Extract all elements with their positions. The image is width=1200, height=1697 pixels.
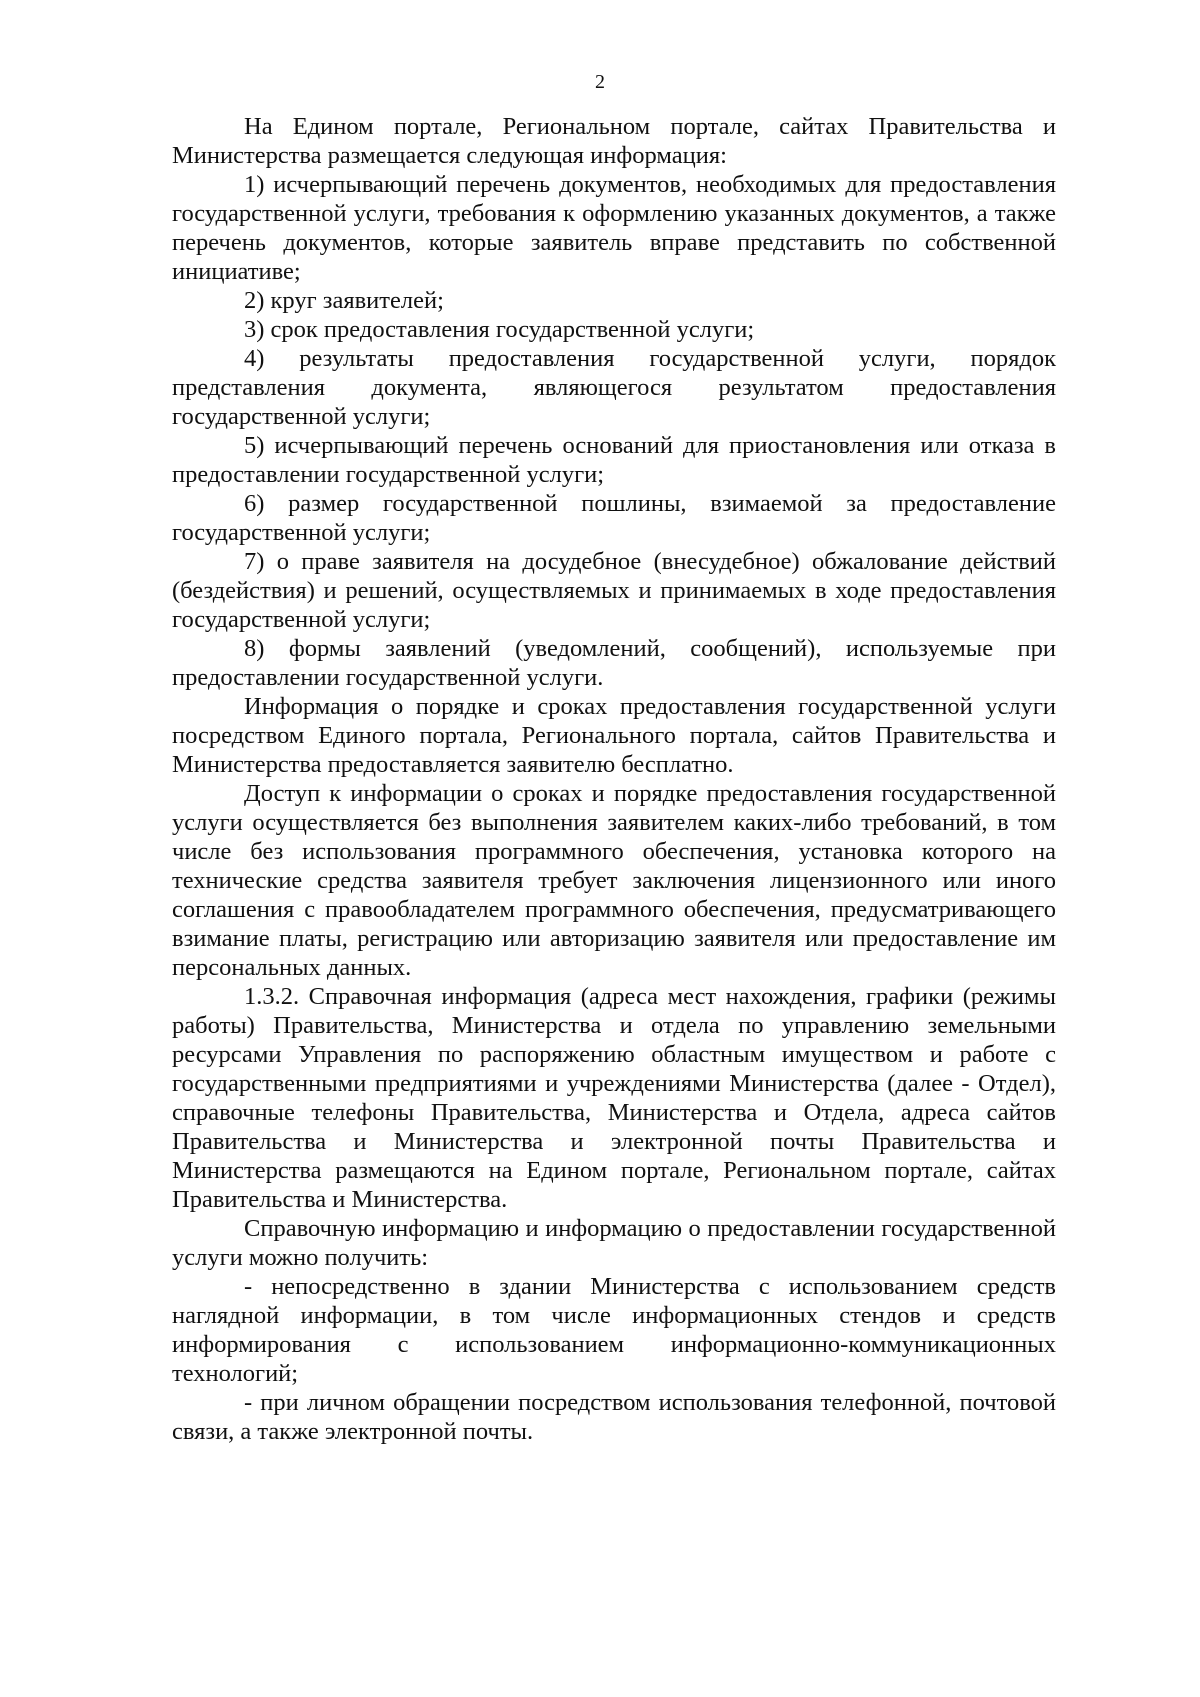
list-item-2: 2) круг заявителей; (244, 287, 444, 314)
list-item-6: 6) размер государственной пошлины, взимаемой за предоставление государственной услуги; (172, 490, 1056, 546)
bullet-item-personal: - при личном обращении посредством использования телефонной, почтовой связи, а также электронной почты. (172, 1389, 1056, 1445)
list-item-4: 4) результаты предоставления государственной услуги, порядок представления документа, являющегося результатом предоставления государственной услуги; (172, 345, 1056, 430)
list-item-3: 3) срок предоставления государственной услуги; (244, 316, 755, 343)
section-1-3-2: 1.3.2. Справочная информация (адреса мест нахождения, графики (режимы работы) Правительства, Министерства и отдела по управлению земельными ресурсами Управления по распоряжению областным имуществом и работе с государственными предприятиями и учреждениями Министерства (далее - Отдел), справочные телефоны Правительства, Министерства и Отдела, адреса сайтов Правительства и Министерства и электронной почты Правительства и Министерства размещаются на Едином портале, Региональном портале, сайтах Правительства и Министерства. (172, 983, 1056, 1213)
paragraph-reference-info: Справочную информацию и информацию о предоставлении государственной услуги можно получить: (172, 1215, 1056, 1271)
page-number: 2 (595, 71, 605, 93)
bullet-item-building: - непосредственно в здании Министерства с использованием средств наглядной информации, в том числе информационных стендов и средств информирования с использованием информационно-коммуникационных технологий; (172, 1273, 1056, 1387)
list-item-5: 5) исчерпывающий перечень оснований для приостановления или отказа в предоставлении государственной услуги; (172, 432, 1056, 488)
list-item-1: 1) исчерпывающий перечень документов, необходимых для предоставления государственной услуги, требования к оформлению указанных документов, а также перечень документов, которые заявитель вправе представить по собственной инициативе; (172, 171, 1056, 285)
list-item-7: 7) о праве заявителя на досудебное (внесудебное) обжалование действий (бездействия) и решений, осуществляемых и принимаемых в ходе предоставления государственной услуги; (172, 548, 1056, 633)
paragraph-intro: На Едином портале, Региональном портале, сайтах Правительства и Министерства размещается следующая информация: (172, 113, 1056, 169)
list-item-8: 8) формы заявлений (уведомлений, сообщений), используемые при предоставлении государственной услуги. (172, 635, 1056, 691)
document-body (172, 112, 1056, 1446)
paragraph-access: Доступ к информации о сроках и порядке предоставления государственной услуги осуществляется без выполнения заявителем каких-либо требований, в том числе без использования программного обеспечения, установка которого на технические средства заявителя требует заключения лицензионного или иного соглашения с правообладателем программного обеспечения, предусматривающего взимание платы, регистрацию или авторизацию заявителя или предоставление им персональных данных. (172, 780, 1056, 981)
paragraph-free-info: Информация о порядке и сроках предоставления государственной услуги посредством Единого портала, Регионального портала, сайтов Правительства и Министерства предоставляется заявителю бесплатно. (172, 693, 1056, 778)
